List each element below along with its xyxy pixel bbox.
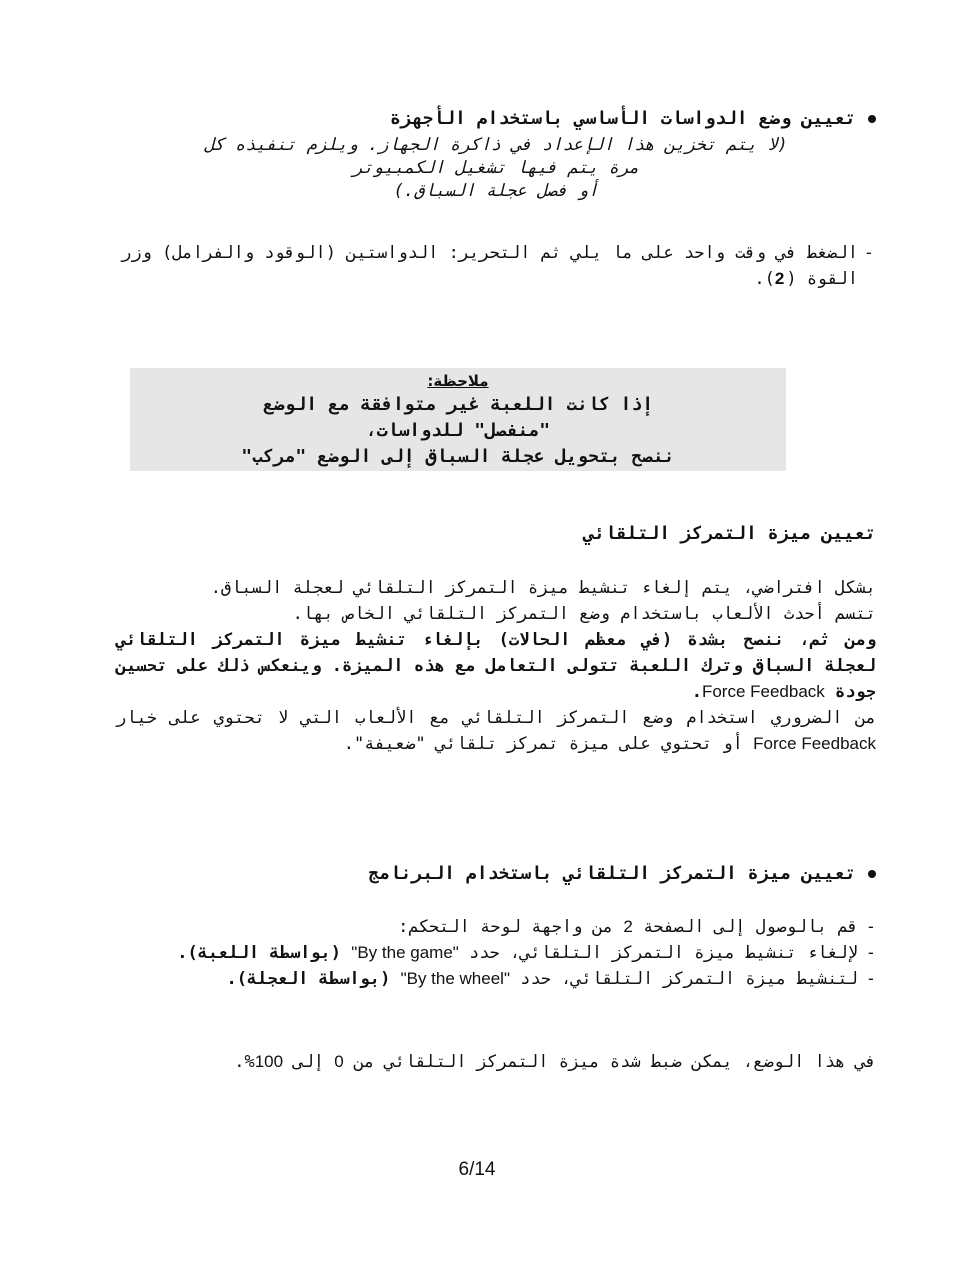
heading-text: تعيين ميزة التمركز التلقائي باستخدام البرنامج — [368, 863, 856, 884]
paragraph-start: من الضروري استخدام وضع التمركز التلقائي مع الألعاب التي لا تحتوي على خيار — [116, 708, 876, 728]
item-text: لتنشيط ميزة التمركز التلقائي، حدد — [520, 969, 858, 989]
list-item — [116, 240, 876, 292]
hardware-mode-note — [116, 134, 876, 203]
emphasis-end: . — [691, 682, 702, 702]
autocenter-strength-paragraph — [116, 1049, 876, 1075]
paragraph-end: %. — [234, 1052, 255, 1072]
step-number: 2 — [774, 269, 787, 288]
step-text: الضغط في وقت واحد على ما يلي ثم التحرير: الدواستين (الوقود والفرامل) وزر القوة ( — [121, 243, 858, 289]
note-line: مرة يتم فيها تشغيل الكمبيوتر — [352, 158, 640, 178]
section-autocenter-body — [116, 575, 876, 757]
note-line: ننصح بتحويل عجلة السباق إلى الوضع "مركب" — [241, 446, 675, 467]
paragraph-end: أو تحتوي على ميزة تمركز تلقائي "ضعيفة". — [343, 734, 743, 754]
paragraph-emphasis — [116, 627, 876, 705]
paragraph-start: في هذا الوضع، يمكن ضبط شدة ميزة التمركز التلقائي من — [354, 1052, 876, 1072]
option-by-the-wheel: "By the wheel" — [400, 969, 510, 988]
paragraph: تتسم أحدث الألعاب باستخدام وضع التمركز التلقائي الخاص بها. — [292, 604, 876, 624]
range-min: 0 — [334, 1052, 344, 1071]
item-text: لإلغاء تنشيط ميزة التمركز التلقائي، حدد — [469, 943, 858, 963]
item-text-end: من واجهة لوحة التحكم: — [398, 917, 614, 937]
note-line: (لا يتم تخزين هذا الإعداد في ذاكرة الجهاز. ويلزم تنفيذه كل — [204, 135, 788, 155]
option-translation-open: (بواسطة — [318, 969, 391, 989]
paragraph: بشكل افتراضي، يتم إلغاء تنشيط ميزة التمركز التلقائي لعجلة السباق. — [210, 578, 876, 598]
page-ref-number: 2 — [623, 917, 633, 936]
note-box — [130, 368, 786, 471]
heading-text: تعيين وضع الدواسات الأساسي باستخدام الأجهزة — [390, 108, 856, 129]
option-translation: العجلة). — [226, 969, 309, 989]
section-hardware-pedal-mode-heading — [116, 106, 876, 132]
note-line: إذا كانت اللعبة غير متوافقة مع الوضع — [262, 394, 654, 415]
bullet-icon — [868, 870, 876, 878]
force-feedback-term: Force Feedback — [753, 734, 876, 753]
emphasis-text: ومن ثم، ننصح بشدة (في معظم الحالات) بإلغاء تنشيط ميزة التمركز التلقائي لعجلة السباق وترك اللعبة تتولى التعامل مع هذه الميزة. وينعكس ذلك على تحسين جودة — [116, 630, 876, 702]
note-line: "منفصل" للدواسات، — [365, 420, 551, 441]
bullet-icon — [868, 115, 876, 123]
paragraph-mid: إلى — [293, 1052, 325, 1072]
force-feedback-term: Force Feedback — [701, 682, 825, 701]
page-number: 6/14 — [458, 1159, 496, 1180]
option-by-the-game: "By the game" — [351, 943, 459, 962]
option-translation: (بواسطة اللعبة). — [177, 943, 342, 963]
note-title: ملاحظة: — [427, 372, 489, 390]
section-autocenter-title: تعيين ميزة التمركز التلقائي — [583, 523, 876, 544]
note-line: أو فصل عجلة السباق.) — [393, 181, 599, 201]
note-body — [130, 392, 786, 470]
hardware-mode-step — [116, 240, 876, 292]
software-steps-list — [116, 914, 876, 992]
list-item — [116, 966, 876, 992]
paragraph — [116, 705, 876, 757]
range-max: 100 — [254, 1052, 284, 1071]
list-item — [116, 914, 876, 940]
section-software-autocenter-heading — [216, 861, 876, 887]
list-item — [116, 940, 876, 966]
step-end: ). — [754, 269, 775, 289]
item-text: قم بالوصول إلى الصفحة — [643, 917, 858, 937]
